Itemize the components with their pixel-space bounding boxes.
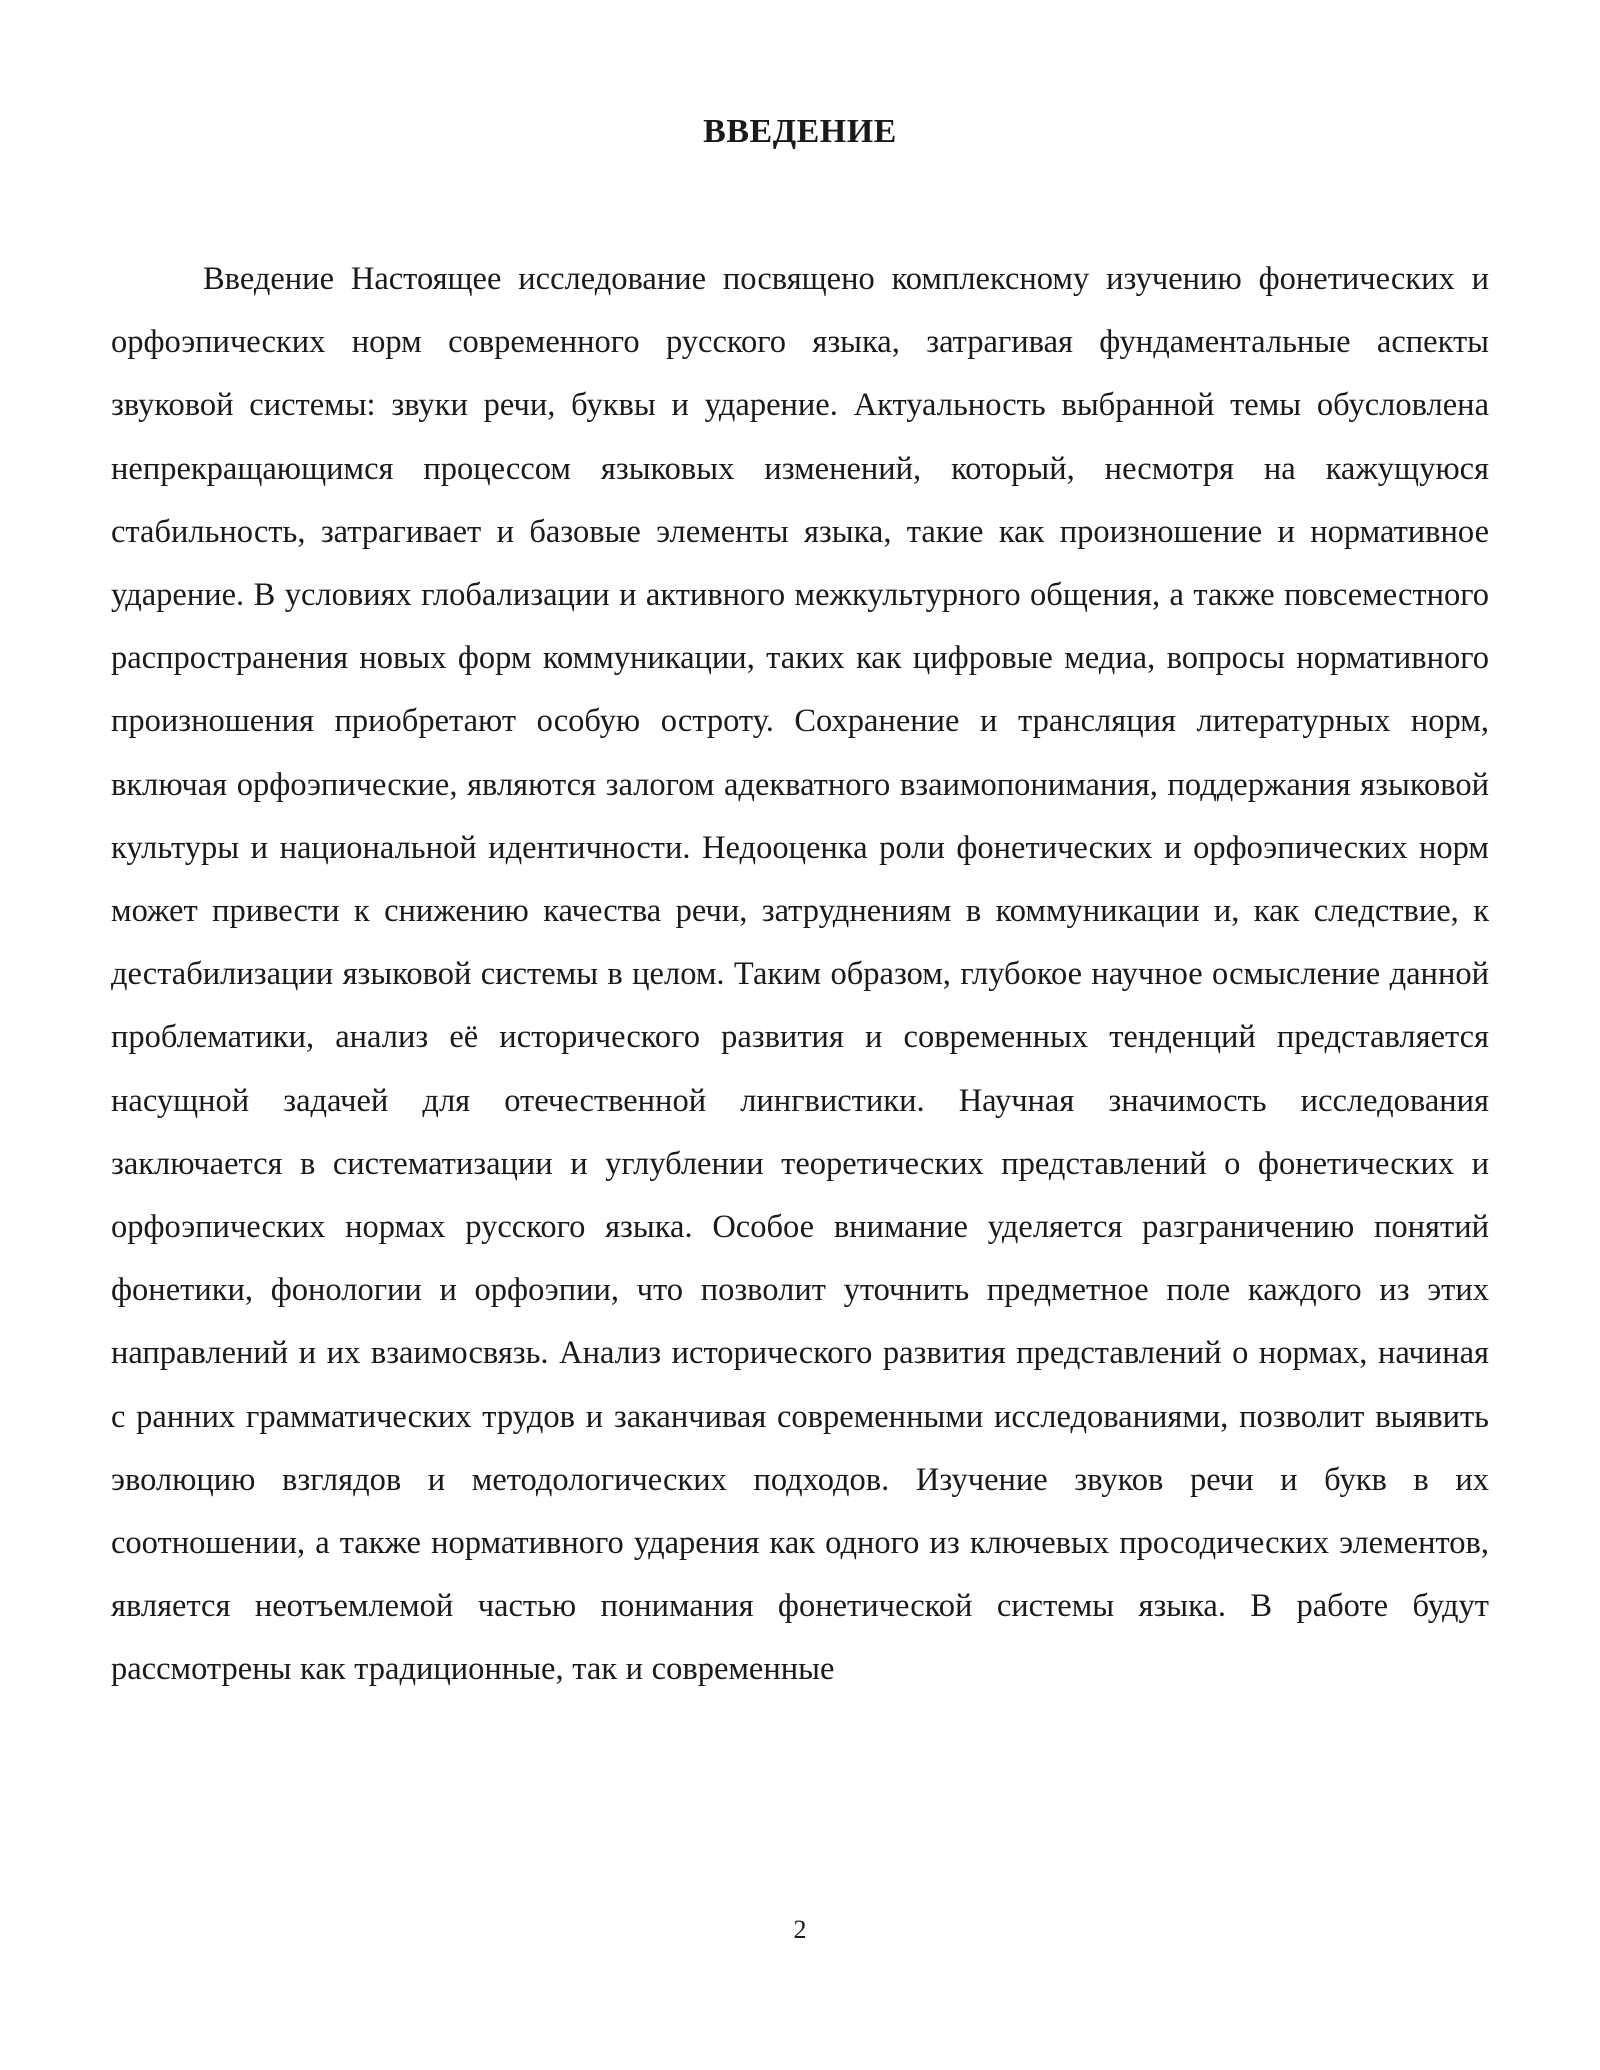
page-number: 2 (793, 1915, 807, 1944)
page-title: ВВЕДЕНИЕ (703, 113, 897, 150)
body-paragraph: Введение Настоящее исследование посвящено комплексному изучению фонетических и орфоэпических норм современного русского языка, затрагивая фундаментальные аспекты звуковой системы: звуки речи, буквы и ударение. Актуальность выбранной темы обусловлена непрекращающимся процессом языковых изменений, который, несмотря на кажущуюся стабильность, затрагивает и базовые элементы языка, такие как произношение и нормативное ударение. В условиях глобализации и активного межкультурного общения, а также повсеместного распространения новых форм коммуникации, таких как цифровые медиа, вопросы нормативного произношения приобретают особую остроту. Сохранение и трансляция литературных норм, включая орфоэпические, являются залогом адекватного взаимопонимания, поддержания языковой культуры и национальной идентичности. Недооценка роли фонетических и орфоэпических норм может привести к снижению качества речи, затруднениям в коммуникации и, как следствие, к дестабилизации языковой системы в целом. Таким образом, глубокое научное осмысление данной проблематики, анализ её исторического развития и современных тенденций представляется насущной задачей для отечественной лингвистики. Научная значимость исследования заключается в систематизации и углублении теоретических представлений о фонетических и орфоэпических нормах русского языка. Особое внимание уделяется разграничению понятий фонетики, фонологии и орфоэпии, что позволит уточнить предметное поле каждого из этих направлений и их взаимосвязь. Анализ исторического развития представлений о нормах, начиная с ранних грамматических трудов и заканчивая современными исследованиями, позволит выявить эволюцию взглядов и методологических подходов. Изучение звуков речи и букв в их соотношении, а также нормативного ударения как одного из ключевых просодических элементов, является неотъемлемой частью понимания фонетической системы языка. В работе будут рассмотрены как традиционные, так и современные (111, 261, 1489, 1688)
